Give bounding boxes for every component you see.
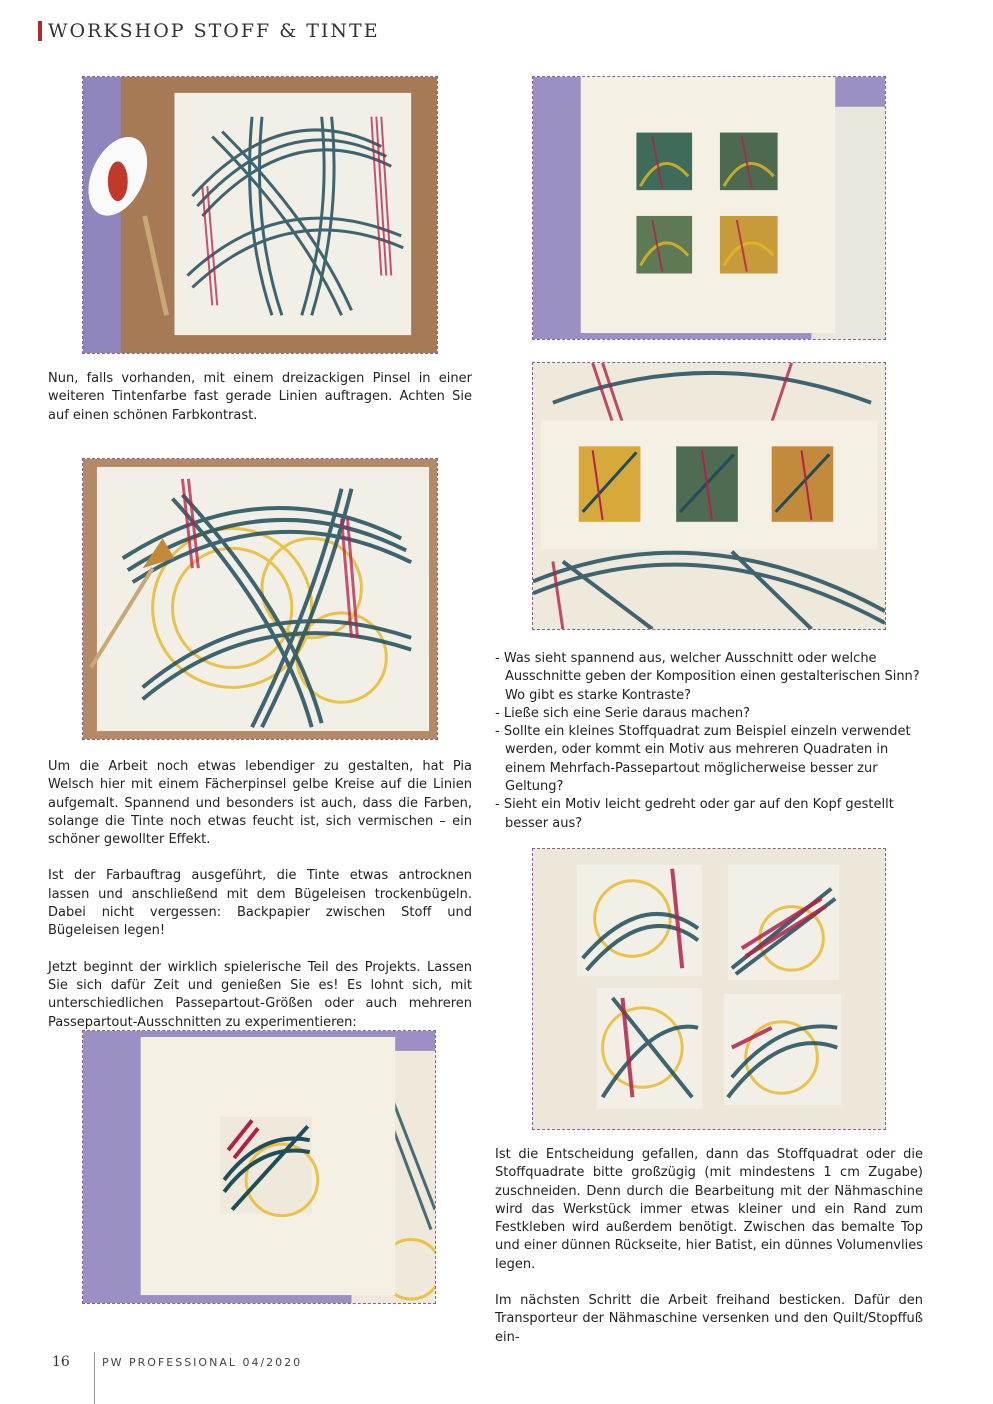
photo-passepartout-four-windows — [532, 76, 886, 340]
photo-fan-brush-yellow-circles — [82, 458, 438, 740]
photo-passepartout-single-window — [82, 1030, 436, 1304]
list-item: - Sieht ein Motiv leicht gedreht oder gar auf den Kopf gestellt besser aus? — [495, 797, 894, 831]
paragraph-cut-squares: Ist die Entscheidung gefallen, dann das Stoffquadrat oder die Stoffquadrate bitte großzügig (mit mindestens 1 cm Zugabe) zuschneiden. Denn durch die Bearbeitung mit der Nähmaschine wird das Werkstück immer etwas kleiner und ein Rand zum Festkleben wird außerdem benötigt. Zwischen das bemalte Top und einer dünnen Rückseite, hier Batist, ein dünnes Volumenvlies legen. — [495, 1147, 923, 1272]
photo-brushstrokes-with-dish — [82, 76, 438, 354]
page-footer — [52, 1354, 302, 1370]
paragraph-experiment: Jetzt beginnt der wirklich spielerische Teil des Projekts. Lassen Sie sich dafür Zeit und genießen Sie es! Es lohnt sich, mit unterschiedlichen Passepartout-Größen oder auch mehreren Passepartout-Ausschnitten zu experimentieren: — [48, 959, 472, 1030]
photo-four-fabric-squares — [532, 848, 886, 1130]
question-list — [495, 650, 929, 833]
section-title: WORKSHOP STOFF & TINTE — [48, 20, 380, 42]
paragraph-ironing: Ist der Farbauftrag ausgeführt, die Tinte etwas antrocknen lassen und anschließend mit dem Bügeleisen trockenbügeln. Dabei nicht vergessen: Backpapier zwischen Stoff und Bügeleisen legen! — [48, 868, 472, 939]
list-item: - Sollte ein kleines Stoffquadrat zum Beispiel einzeln verwendet werden, oder kommt ein Motiv aus mehreren Quadraten in einem Mehrfach-Passepartout möglicherweise besser zur Geltung? — [495, 724, 911, 795]
paragraph-free-motion: Im nächsten Schritt die Arbeit freihand besticken. Dafür den Transporteur der Nähmaschine versenken und den Quilt/Stopffuß ein- — [495, 1293, 923, 1345]
right-column-text — [495, 1146, 923, 1365]
header-accent-bar — [38, 21, 42, 41]
page-number: 16 — [52, 1354, 70, 1370]
paragraph-fan-brush: Um die Arbeit noch etwas lebendiger zu gestalten, hat Pia Welsch hier mit einem Fächerpinsel gelbe Kreise auf die Linien aufgemalt. Spannend und besonders ist auch, dass die Farben, solange die Tinte noch etwas feucht ist, sich vermischen – ein schöner gewollter Effekt. — [48, 759, 472, 848]
photo-passepartout-three-windows — [532, 362, 886, 630]
list-item: - Ließe sich eine Serie daraus machen? — [495, 705, 751, 721]
paragraph-trident-brush: Nun, falls vorhanden, mit einem dreizackigen Pinsel in einer weiteren Tintenfarbe fast gerade Linien auftragen. Achten Sie auf einen schönen Farbkontrast. — [48, 371, 472, 423]
left-column-text — [48, 758, 472, 1050]
section-header — [38, 20, 380, 42]
magazine-issue: PW PROFESSIONAL 04/2020 — [102, 1355, 303, 1369]
list-item: - Was sieht spannend aus, welcher Ausschnitt oder welche Ausschnitte geben der Komposition einen gestalterischen Sinn? Wo gibt es starke Kontraste? — [495, 651, 920, 703]
footer-divider — [94, 1352, 95, 1404]
